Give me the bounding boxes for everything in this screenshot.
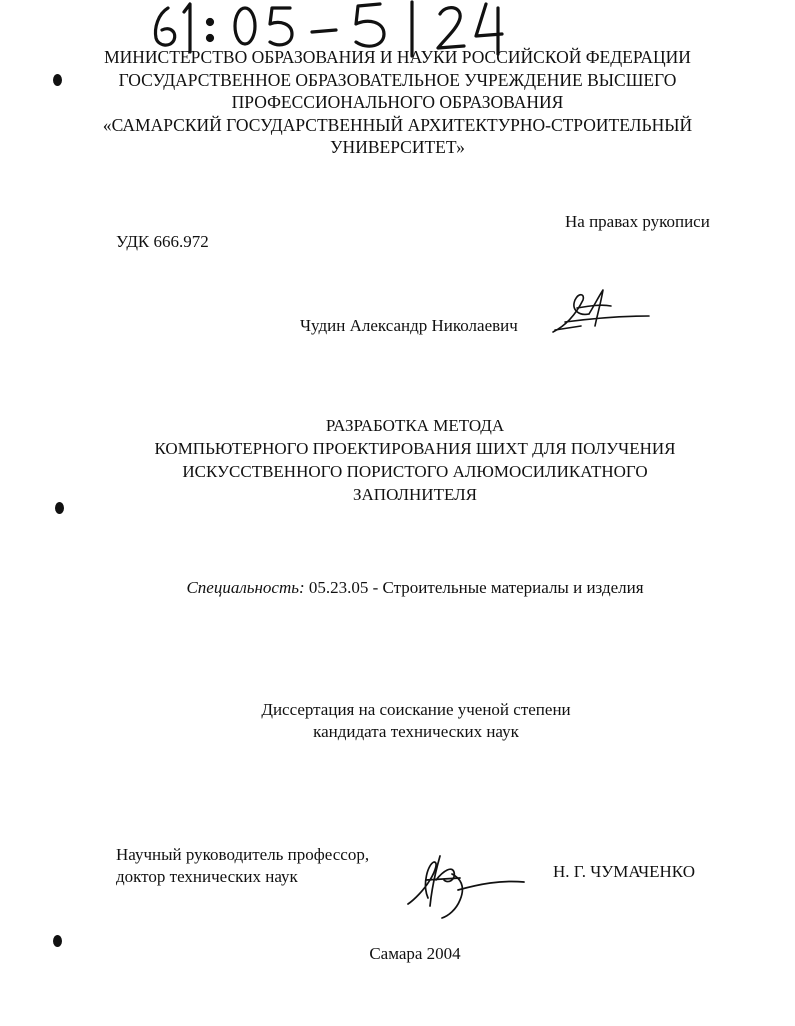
degree-line: кандидата технических наук xyxy=(313,722,519,741)
udk-code: УДК 666.972 xyxy=(116,232,209,251)
institution-header xyxy=(0,46,795,159)
header-line: ГОСУДАРСТВЕННОЕ ОБРАЗОВАТЕЛЬНОЕ УЧРЕЖДЕНИЕ ВЫСШЕГО xyxy=(118,69,677,90)
title-line: ЗАПОЛНИТЕЛЯ xyxy=(353,485,477,504)
supervisor-credentials xyxy=(116,844,369,888)
title-line: ИСКУССТВЕННОГО ПОРИСТОГО АЛЮМОСИЛИКАТНОГО xyxy=(182,462,648,481)
supervisor-name: Н. Г. ЧУМАЧЕНКО xyxy=(553,862,695,881)
header-line: МИНИСТЕРСТВО ОБРАЗОВАНИЯ И НАУКИ РОССИЙСКОЙ ФЕДЕРАЦИИ xyxy=(104,47,691,67)
supervisor-line: доктор технических наук xyxy=(116,867,298,886)
city-year: Самара 2004 xyxy=(369,944,461,963)
rights-note: На правах рукописи xyxy=(565,212,710,231)
supervisor-line: Научный руководитель профессор, xyxy=(116,845,370,864)
author-signature xyxy=(545,286,655,336)
dissertation-title xyxy=(0,414,795,506)
supervisor-signature xyxy=(400,850,530,920)
title-line: РАЗРАБОТКА МЕТОДА xyxy=(325,416,505,435)
specialty-value: 05.23.05 - Строительные материалы и изделия xyxy=(308,578,644,597)
author-name: Чудин Александр Николаевич xyxy=(300,316,518,335)
degree-line: Диссертация на соискание ученой степени xyxy=(261,700,571,719)
specialty-line xyxy=(0,578,795,598)
title-line: КОМПЬЮТЕРНОГО ПРОЕКТИРОВАНИЯ ШИХТ ДЛЯ ПОЛУЧЕНИЯ xyxy=(154,439,676,458)
header-line: ПРОФЕССИОНАЛЬНОГО ОБРАЗОВАНИЯ xyxy=(231,92,564,112)
header-line: «САМАРСКИЙ ГОСУДАРСТВЕННЫЙ АРХИТЕКТУРНО-СТРОИТЕЛЬНЫЙ xyxy=(102,114,693,135)
degree-statement xyxy=(0,699,795,743)
header-line: УНИВЕРСИТЕТ» xyxy=(330,137,465,157)
specialty-label: Специальность: xyxy=(186,578,305,597)
